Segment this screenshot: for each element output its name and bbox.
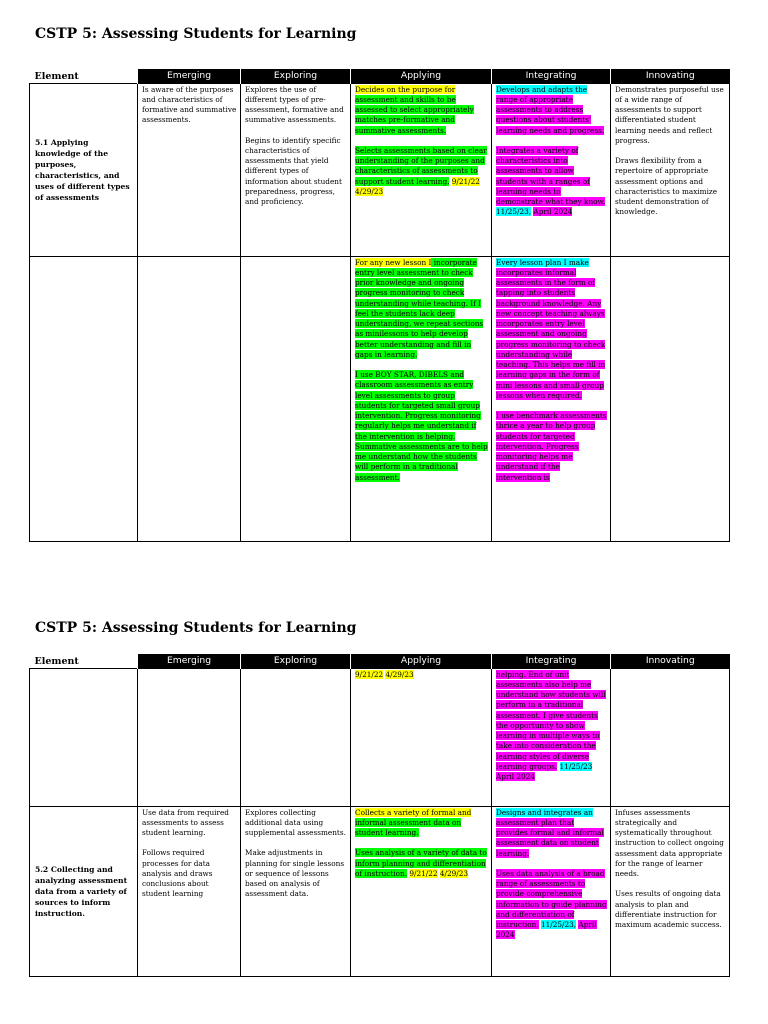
- innovating-cell: [611, 83, 730, 256]
- highlighted-text: Selects assessments based on clear understanding of the purposes and characteristics of assessments to support student learning.: [355, 145, 487, 186]
- cell-paragraph: [355, 670, 488, 680]
- highlighted-text: April 2024: [533, 207, 573, 217]
- cell-text: Explores the use of different types of pre-assessment, formative and summative assessments.: [245, 84, 344, 125]
- cell-paragraph: [245, 136, 347, 208]
- integrating-evidence-cell: [492, 256, 611, 541]
- cell-paragraph: [496, 85, 607, 136]
- highlighted-text: assessment and skills to be assessed to select appropriately matches pre-formative and summative assessments.: [355, 94, 474, 135]
- highlighted-text: Integrates a variety of characteristics into assessments to allow students with a ranges of learning needs to demonstrate what they know.: [496, 145, 606, 206]
- header-applying: Applying: [351, 654, 492, 668]
- highlighted-text: April 2024: [496, 772, 535, 781]
- header-emerging: Emerging: [138, 69, 241, 83]
- highlighted-text: Uses data analysis of a broad range of assessments to provide comprehensive information to guide planning and differentiation of instruction.: [496, 868, 607, 929]
- applying-cell: [351, 83, 492, 256]
- cell-text: Use data from required assessments to assess student learning.: [142, 807, 229, 837]
- cell-text: Follows required processes for data analysis and draws conclusions about student learning: [142, 848, 213, 899]
- integrating-evidence-cell: [492, 668, 611, 806]
- highlighted-text: informal assessment data on student learning.: [355, 817, 462, 837]
- cell-paragraph: [245, 848, 347, 899]
- cell-paragraph: [245, 85, 347, 126]
- header-emerging: Emerging: [138, 654, 241, 668]
- cell-paragraph: [142, 85, 237, 126]
- highlighted-text: helping. End of unit assessments also help me understand how students will perform in a traditional assessment. I give students the opportunity to show learning in multiple ways to take into consideration the learning styles of diverse learning groups.: [496, 669, 606, 771]
- highlighted-text: April 2024: [496, 920, 597, 940]
- highlighted-text: Designs and integrates an: [496, 807, 593, 817]
- integrating-cell: [492, 806, 611, 976]
- page-title: CSTP 5: Assessing Students for Learning: [35, 620, 357, 636]
- highlighted-text: 11/25/23: [559, 761, 593, 771]
- emerging-cell: [138, 806, 241, 976]
- header-row: [30, 69, 730, 83]
- header-innovating: Innovating: [611, 654, 730, 668]
- element-row-5-1: [30, 83, 730, 256]
- element-row-5-2: [30, 806, 730, 976]
- evidence-row-continued: [30, 668, 730, 806]
- innovating-cell: [611, 806, 730, 976]
- cell-text: Explores collecting additional data using supplemental assessments.: [245, 807, 346, 837]
- cell-text: Begins to identify specific characteristics of assessments that yield different types of information about student preparedness, progress, and proficiency.: [245, 135, 342, 206]
- highlighted-text: incorporate entry level assessment to check prior knowledge and ongoing progress monitoring to check understanding while teaching. If I feel the students lack deep understanding, we repeat sections as minilessons to help develop better understanding and fill in gaps in learning.: [355, 257, 484, 359]
- cell-text: Uses results of ongoing data analysis to plan and differentiate instruction for maximum academic success.: [615, 889, 722, 929]
- cell-text: Demonstrates purposeful use of a wide range of assessments to support differentiated student learning needs and reflect progress.: [615, 84, 724, 145]
- exploring-cell: [241, 83, 351, 256]
- exploring-cell: [241, 668, 351, 806]
- emerging-cell: [138, 256, 241, 541]
- applying-cell: [351, 806, 492, 976]
- header-integrating: Integrating: [492, 654, 611, 668]
- highlighted-text: Develops and adapts the: [496, 84, 588, 94]
- highlighted-text: 4/29/23: [385, 669, 414, 679]
- cell-text: Make adjustments in planning for single lessons or sequence of lessons based on analysis of assessment data.: [245, 848, 345, 899]
- cell-text: Is aware of the purposes and characteristics of formative and summative assessments.: [142, 84, 237, 125]
- header-integrating: Integrating: [492, 69, 611, 83]
- element-name: [30, 668, 138, 806]
- cell-paragraph: [245, 808, 347, 839]
- highlighted-text: assessment plan that provides formal and informal assessment data on student learning.: [496, 817, 604, 858]
- highlighted-text: 11/25/23,: [541, 920, 577, 929]
- highlighted-text: Collects a variety of formal and: [355, 807, 472, 817]
- rubric-table: [29, 654, 730, 977]
- emerging-cell: [138, 668, 241, 806]
- page-title: CSTP 5: Assessing Students for Learning: [35, 26, 357, 42]
- cell-paragraph: [355, 370, 488, 483]
- applying-evidence-cell: [351, 668, 492, 806]
- applying-evidence-cell: [351, 256, 492, 541]
- cell-paragraph: [496, 869, 607, 941]
- highlighted-text: range of appropriate assessments to address questions about students' learning needs and progress.: [496, 94, 605, 135]
- cell-paragraph: [142, 808, 237, 839]
- element-name: 5.1 Applying knowledge of the purposes, characteristics, and uses of different types of assessments: [30, 83, 138, 256]
- integrating-cell: [492, 83, 611, 256]
- header-exploring: Exploring: [241, 69, 351, 83]
- cell-paragraph: [496, 808, 607, 859]
- cell-paragraph: [496, 411, 607, 483]
- innovating-cell: [611, 668, 730, 806]
- cell-paragraph: [355, 808, 488, 839]
- highlighted-text: incorporates informal assessments in the form of tapping into students background knowledge. Any new concept teaching always incorporates entry level assessment and ongoing progress monitoring to check understanding while teaching. This helps me fill in learning gaps in the form of mini lessons and small group lessons when required.: [496, 267, 606, 400]
- cell-paragraph: [615, 156, 726, 218]
- cell-paragraph: [496, 258, 607, 402]
- cell-paragraph: [355, 85, 488, 136]
- header-element: Element: [30, 69, 138, 83]
- rubric-table: [29, 69, 730, 542]
- highlighted-text: Every lesson plan I make: [496, 257, 589, 267]
- exploring-cell: [241, 806, 351, 976]
- highlighted-text: 9/21/22: [355, 669, 384, 679]
- highlighted-text: 4/29/23: [439, 868, 469, 878]
- cell-paragraph: [355, 848, 488, 879]
- element-name: [30, 256, 138, 541]
- header-innovating: Innovating: [611, 69, 730, 83]
- cell-text: Infuses assessments strategically and systematically throughout instruction to collect ongoing assessment data appropriate for the range of learner needs.: [615, 807, 724, 878]
- header-element: Element: [30, 654, 138, 668]
- highlighted-text: Uses analysis of a variety of data to inform planning and differentiation of instruction.: [355, 848, 487, 878]
- cell-paragraph: [615, 808, 726, 880]
- highlighted-text: I use benchmark assessments thrice a year to help group students for targeted intervention. Progress monitoring helps me understand if the intervention is: [496, 411, 607, 482]
- cell-paragraph: [142, 848, 237, 899]
- highlighted-text: 9/21/22: [451, 176, 480, 186]
- cell-paragraph: [615, 85, 726, 147]
- highlighted-text: 9/21/22: [409, 868, 438, 878]
- element-name: 5.2 Collecting and analyzing assessment data from a variety of sources to inform instruction.: [30, 806, 138, 976]
- cell-paragraph: [615, 889, 726, 930]
- cell-paragraph: [355, 146, 488, 197]
- evidence-row: [30, 256, 730, 541]
- header-row: [30, 654, 730, 668]
- highlighted-text: I use BOY STAR, DIBELS and classroom assessments as entry level assessments to group students for targeted small group intervention. Progress monitoring regularly helps me understand if the intervention is helping. Summative assessments are to help me understand how the students will perform in a traditional assessment.: [355, 370, 488, 482]
- emerging-cell: [138, 83, 241, 256]
- highlighted-text: 4/29/23: [355, 186, 384, 196]
- cell-paragraph: [496, 146, 607, 218]
- cell-paragraph: [496, 670, 607, 783]
- exploring-cell: [241, 256, 351, 541]
- header-exploring: Exploring: [241, 654, 351, 668]
- header-applying: Applying: [351, 69, 492, 83]
- highlighted-text: 11/25/23,: [496, 207, 532, 217]
- innovating-cell: [611, 256, 730, 541]
- highlighted-text: For any new lesson I: [355, 257, 432, 267]
- cell-paragraph: [355, 258, 488, 361]
- cell-text: Draws flexibility from a repertoire of appropriate assessment options and characteristics to maximize student demonstration of knowledge.: [615, 156, 718, 217]
- highlighted-text: Decides on the purpose for: [355, 84, 456, 94]
